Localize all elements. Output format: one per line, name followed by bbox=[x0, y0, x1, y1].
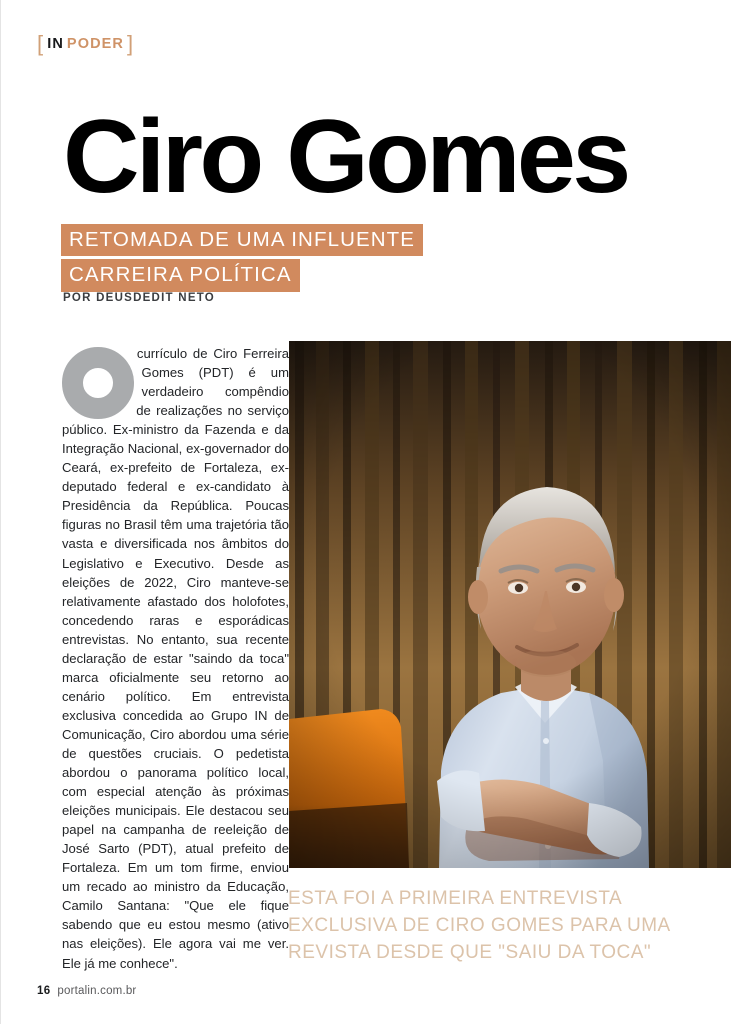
page-number: 16 bbox=[37, 985, 51, 997]
article-body-text bbox=[62, 344, 289, 973]
caption-line-1: ESTA FOI A PRIMEIRA ENTREVISTA bbox=[288, 888, 623, 909]
page-title: Ciro Gomes bbox=[63, 99, 628, 215]
subtitle-line-2: CARREIRA POLÍTICA bbox=[61, 259, 300, 291]
dropcap-letter-o bbox=[62, 347, 134, 419]
website-url: portalin.com.br bbox=[57, 985, 137, 997]
portrait-illustration bbox=[289, 341, 731, 868]
subtitle-line-1: RETOMADA DE UMA INFLUENTE bbox=[61, 224, 423, 256]
page-footer bbox=[37, 985, 136, 997]
photo-caption bbox=[288, 886, 688, 967]
article-paragraph: currículo de Ciro Ferreira Gomes (PDT) é um verdadeiro compêndio de realizações no serviço público. Ex-ministro da Fazenda e da Integração Nacional, ex-governador do Ceará, ex-prefeito de Fortaleza, ex-deputado federal e ex-candidato à Presidência da República. Poucas figuras no Brasil têm uma trajetória tão vasta e diversificada nos âmbitos do Legislativo e Executivo. Desde as eleições de 2022, Ciro manteve-se relativamente afastado dos holofotes, concedendo raras e esporádicas entrevistas. No entanto, sua recente declaração de estar "saindo da toca" marca oficialmente seu retorno ao cenário político. Em entrevista exclusiva concedida ao Grupo IN de Comunicação, Ciro abordou uma série de questões cruciais. O pedetista abordou o panorama político local, com especial atenção às próximas eleições municipais. Ele destacou seu papel na campanha de reeleição de José Sarto (PDT), atual prefeito de Fortaleza. Em um tom firme, enviou um recado ao ministro da Educação, Camilo Santana: "Que ele fique sabendo que eu estou mesmo (ativo nas eleições). Ele agora vai me ver. Ele já me conhece". bbox=[62, 346, 289, 971]
kicker-section-poder: PODER bbox=[66, 36, 124, 53]
caption-line-2: EXCLUSIVA DE CIRO GOMES PARA UMA bbox=[288, 914, 671, 936]
kicker-brand-in: IN bbox=[47, 36, 64, 53]
section-kicker bbox=[37, 31, 135, 56]
bracket-close-icon: ] bbox=[127, 31, 135, 56]
byline: POR DEUSDEDIT NETO bbox=[63, 292, 215, 304]
subtitle bbox=[61, 224, 423, 292]
caption-line-3: REVISTA DESDE QUE "SAIU DA TOCA" bbox=[288, 941, 652, 963]
article-photo bbox=[289, 341, 731, 868]
bracket-open-icon: [ bbox=[37, 31, 45, 56]
article-body-column bbox=[62, 344, 289, 973]
